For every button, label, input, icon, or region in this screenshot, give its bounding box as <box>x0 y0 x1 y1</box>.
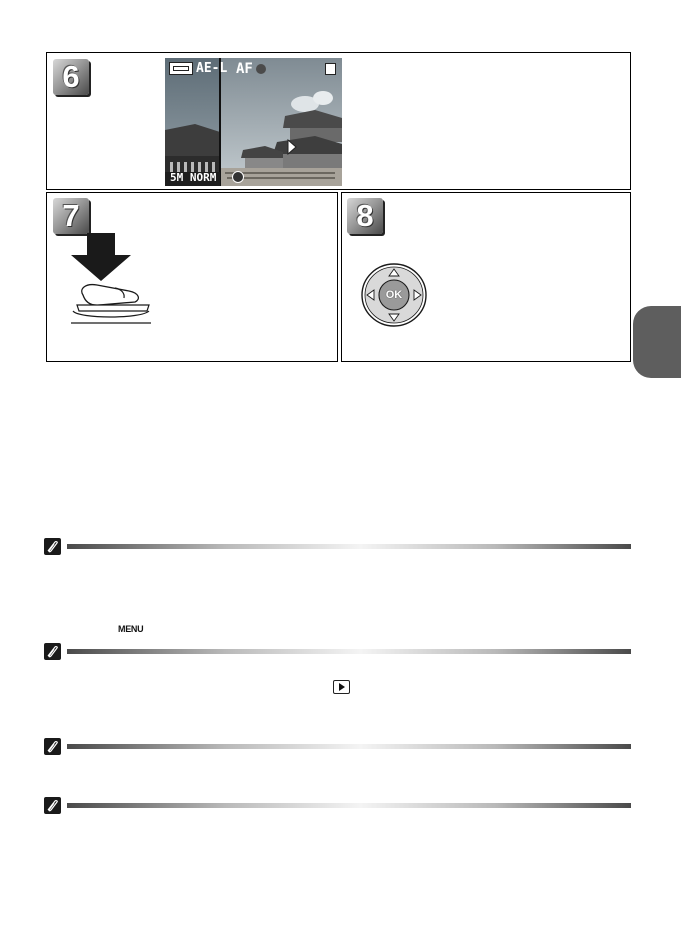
af-label: AF <box>236 61 253 77</box>
press-shutter-illustration <box>69 233 179 328</box>
pencil-note-icon <box>44 797 61 814</box>
note-header-1 <box>44 538 632 556</box>
ae-lock-label: AE-L <box>196 61 228 76</box>
ok-button[interactable]: OK <box>385 289 403 301</box>
note-header-3 <box>44 738 632 756</box>
note-divider-bar <box>67 544 631 549</box>
image-size-quality-label: 5M NORM <box>170 171 217 184</box>
note-divider-bar <box>67 803 631 808</box>
pencil-note-icon <box>44 538 61 555</box>
pencil-note-icon <box>44 643 61 660</box>
menu-button-icon: MENU <box>118 623 144 635</box>
note-header-2 <box>44 643 632 661</box>
pencil-note-icon <box>44 738 61 755</box>
step-6-badge: 6 <box>53 59 89 95</box>
flash-icon <box>232 171 244 183</box>
step-6-panel <box>46 52 631 190</box>
note-header-4 <box>44 797 632 815</box>
step-8-panel <box>341 192 631 362</box>
panorama-icon <box>169 62 193 75</box>
note-divider-bar <box>67 744 631 749</box>
camera-lcd-preview <box>165 58 342 186</box>
af-indicator-dot <box>256 64 266 74</box>
note-divider-bar <box>67 649 631 654</box>
step-7-panel <box>46 192 338 362</box>
lcd-scene <box>165 58 342 186</box>
play-button-icon <box>333 680 350 694</box>
step-8-badge: 8 <box>347 198 383 234</box>
multi-selector[interactable] <box>360 263 428 327</box>
step-7-badge: 7 <box>53 198 89 234</box>
down-arrow-icon <box>71 233 131 281</box>
chapter-tab <box>633 306 681 378</box>
memory-card-icon <box>325 63 336 75</box>
